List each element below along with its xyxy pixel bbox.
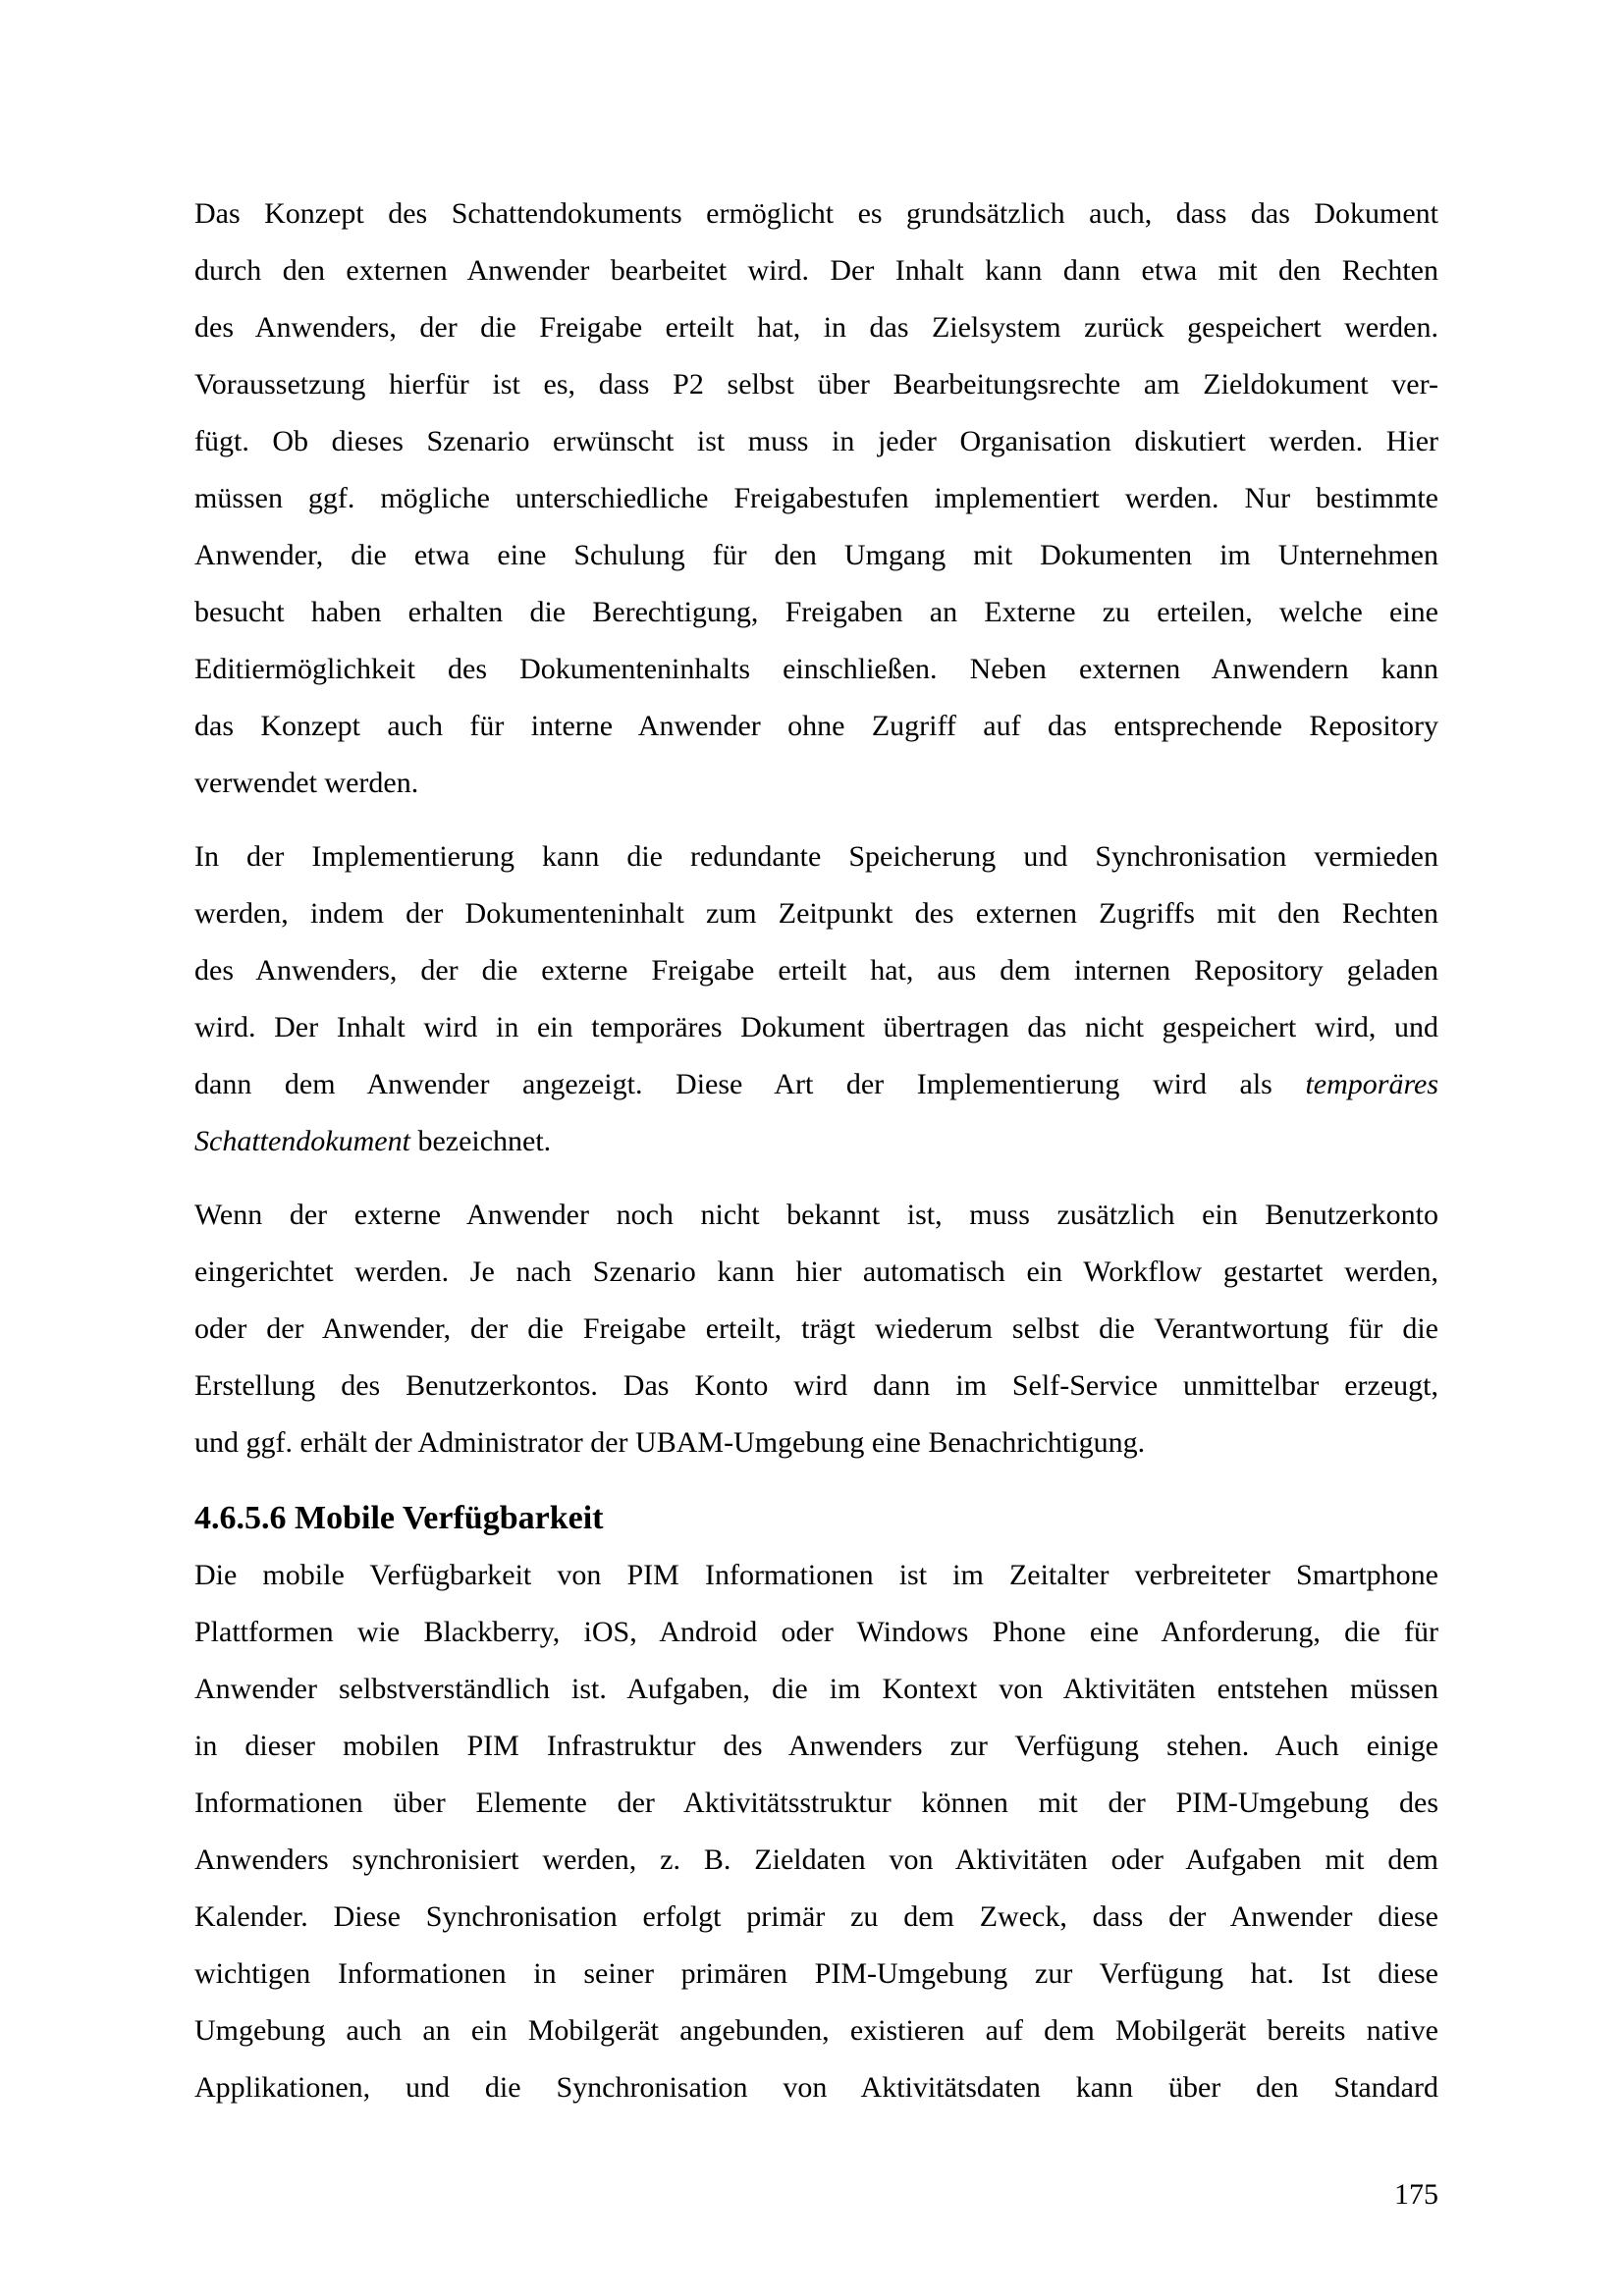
text-line xyxy=(194,413,1438,470)
text-segment: bezeichnet. xyxy=(409,1125,552,1157)
text-segment: eingerichtet werden. Je nach Szenario kann hier automatisch ein Workflow gestartet werden, xyxy=(194,1255,1438,1288)
text-line xyxy=(194,527,1438,584)
text-segment: wichtigen Informationen in seiner primären PIM-Umgebung zur Verfügung hat. Ist diese xyxy=(194,1957,1438,1990)
text-line xyxy=(194,1775,1438,1832)
text-line xyxy=(194,885,1438,942)
text-segment: werden, indem der Dokumenteninhalt zum Zeitpunkt des externen Zugriffs mit den Rechten xyxy=(194,897,1438,930)
text-line xyxy=(194,1604,1438,1661)
text-line xyxy=(194,2002,1438,2059)
paragraph xyxy=(194,1547,1438,2116)
text-line xyxy=(194,1187,1438,1244)
text-line xyxy=(194,942,1438,999)
text-segment: das Konzept auch für interne Anwender ohne Zugriff auf das entsprechende Repository xyxy=(194,710,1438,742)
text-line xyxy=(194,356,1438,413)
text-segment: Anwenders synchronisiert werden, z. B. Zieldaten von Aktivitäten oder Aufgaben mit dem xyxy=(194,1843,1438,1876)
text-segment: in dieser mobilen PIM Infrastruktur des Anwenders zur Verfügung stehen. Auch einige xyxy=(194,1730,1438,1762)
text-segment: Plattformen wie Blackberry, iOS, Android oder Windows Phone eine Anforderung, die für xyxy=(194,1616,1438,1648)
text-segment: Das Konzept des Schattendokuments ermöglicht es grundsätzlich auch, dass das Dokument xyxy=(194,197,1438,230)
text-line xyxy=(194,641,1438,698)
text-line xyxy=(194,1946,1438,2002)
section-heading: 4.6.5.6 Mobile Verfügbarkeit xyxy=(194,1500,604,1536)
text-segment: und ggf. erhält der Administrator der UBAM-Umgebung eine Benachrichtigung. xyxy=(194,1426,1146,1459)
text-line xyxy=(194,1661,1438,1718)
text-line xyxy=(194,470,1438,527)
text-segment: In der Implementierung kann die redundante Speicherung und Synchronisation vermieden xyxy=(194,840,1438,873)
text-segment: Kalender. Diese Synchronisation erfolgt primär zu dem Zweck, dass der Anwender diese xyxy=(194,1900,1438,1933)
text-segment: des Anwenders, der die externe Freigabe erteilt hat, aus dem internen Repository geladen xyxy=(194,954,1438,987)
text-line xyxy=(194,584,1438,641)
paragraphs-before-heading xyxy=(194,186,1438,1471)
text-segment: Voraussetzung hierfür ist es, dass P2 selbst über Bearbeitungsrechte am Zieldokument ver- xyxy=(194,368,1438,400)
text-segment: Erstellung des Benutzerkontos. Das Konto wird dann im Self-Service unmittelbar erzeugt, xyxy=(194,1369,1438,1402)
text-segment: wird. Der Inhalt wird in ein temporäres Dokument übertragen das nicht gespeichert wird, und xyxy=(194,1011,1438,1043)
text-line xyxy=(194,2059,1438,2116)
text-segment: Die mobile Verfügbarkeit von PIM Informationen ist im Zeitalter verbreiteter Smartphone xyxy=(194,1559,1438,1591)
paragraphs-after-heading xyxy=(194,1547,1438,2116)
text-segment: durch den externen Anwender bearbeitet wird. Der Inhalt kann dann etwa mit den Rechten xyxy=(194,254,1438,287)
text-segment: des Anwenders, der die Freigabe erteilt hat, in das Zielsystem zurück gespeichert werden. xyxy=(194,311,1438,344)
page-number: 175 xyxy=(1394,2178,1438,2211)
text-segment: Wenn der externe Anwender noch nicht bekannt ist, muss zusätzlich ein Benutzerkonto xyxy=(194,1199,1438,1231)
text-segment: besucht haben erhalten die Berechtigung, Freigaben an Externe zu erteilen, welche eine xyxy=(194,596,1438,628)
paragraph xyxy=(194,186,1438,812)
text-line xyxy=(194,755,1438,812)
text-line xyxy=(194,1547,1438,1604)
text-line xyxy=(194,1358,1438,1415)
text-segment: Anwender selbstverständlich ist. Aufgaben, die im Kontext von Aktivitäten entstehen müssen xyxy=(194,1673,1438,1705)
text-segment: Applikationen, und die Synchronisation von Aktivitätsdaten kann über den Standard xyxy=(194,2071,1438,2104)
text-segment: fügt. Ob dieses Szenario erwünscht ist muss in jeder Organisation diskutiert werden. Hier xyxy=(194,425,1438,457)
text-line xyxy=(194,828,1438,885)
page-body xyxy=(194,186,1438,2133)
text-line xyxy=(194,299,1438,356)
text-line xyxy=(194,186,1438,242)
text-segment: verwendet werden. xyxy=(194,767,419,799)
text-line xyxy=(194,999,1438,1056)
text-segment: Anwender, die etwa eine Schulung für den Umgang mit Dokumenten im Unternehmen xyxy=(194,539,1438,571)
paragraph xyxy=(194,1187,1438,1471)
text-line xyxy=(194,1056,1438,1113)
text-line xyxy=(194,1415,1438,1471)
paragraph xyxy=(194,828,1438,1170)
text-line xyxy=(194,1301,1438,1358)
text-line xyxy=(194,1889,1438,1946)
text-segment: oder der Anwender, der die Freigabe erteilt, trägt wiederum selbst die Verantwortung für die xyxy=(194,1312,1438,1345)
text-line xyxy=(194,1718,1438,1775)
text-line xyxy=(194,698,1438,755)
italic-term: temporäres xyxy=(1305,1068,1438,1100)
text-segment: Informationen über Elemente der Aktivitätsstruktur können mit der PIM-Umgebung des xyxy=(194,1787,1438,1819)
text-segment: müssen ggf. mögliche unterschiedliche Freigabestufen implementiert werden. Nur bestimmte xyxy=(194,482,1438,514)
text-segment: Editiermöglichkeit des Dokumenteninhalts einschließen. Neben externen Anwendern kann xyxy=(194,653,1438,685)
text-line xyxy=(194,1244,1438,1301)
text-line xyxy=(194,242,1438,299)
text-segment: Umgebung auch an ein Mobilgerät angebunden, existieren auf dem Mobilgerät bereits native xyxy=(194,2014,1438,2047)
italic-term: Schattendokument xyxy=(194,1125,410,1157)
text-line xyxy=(194,1113,1438,1170)
text-segment: dann dem Anwender angezeigt. Diese Art der Implementierung wird als xyxy=(194,1068,1306,1100)
text-line xyxy=(194,1832,1438,1889)
